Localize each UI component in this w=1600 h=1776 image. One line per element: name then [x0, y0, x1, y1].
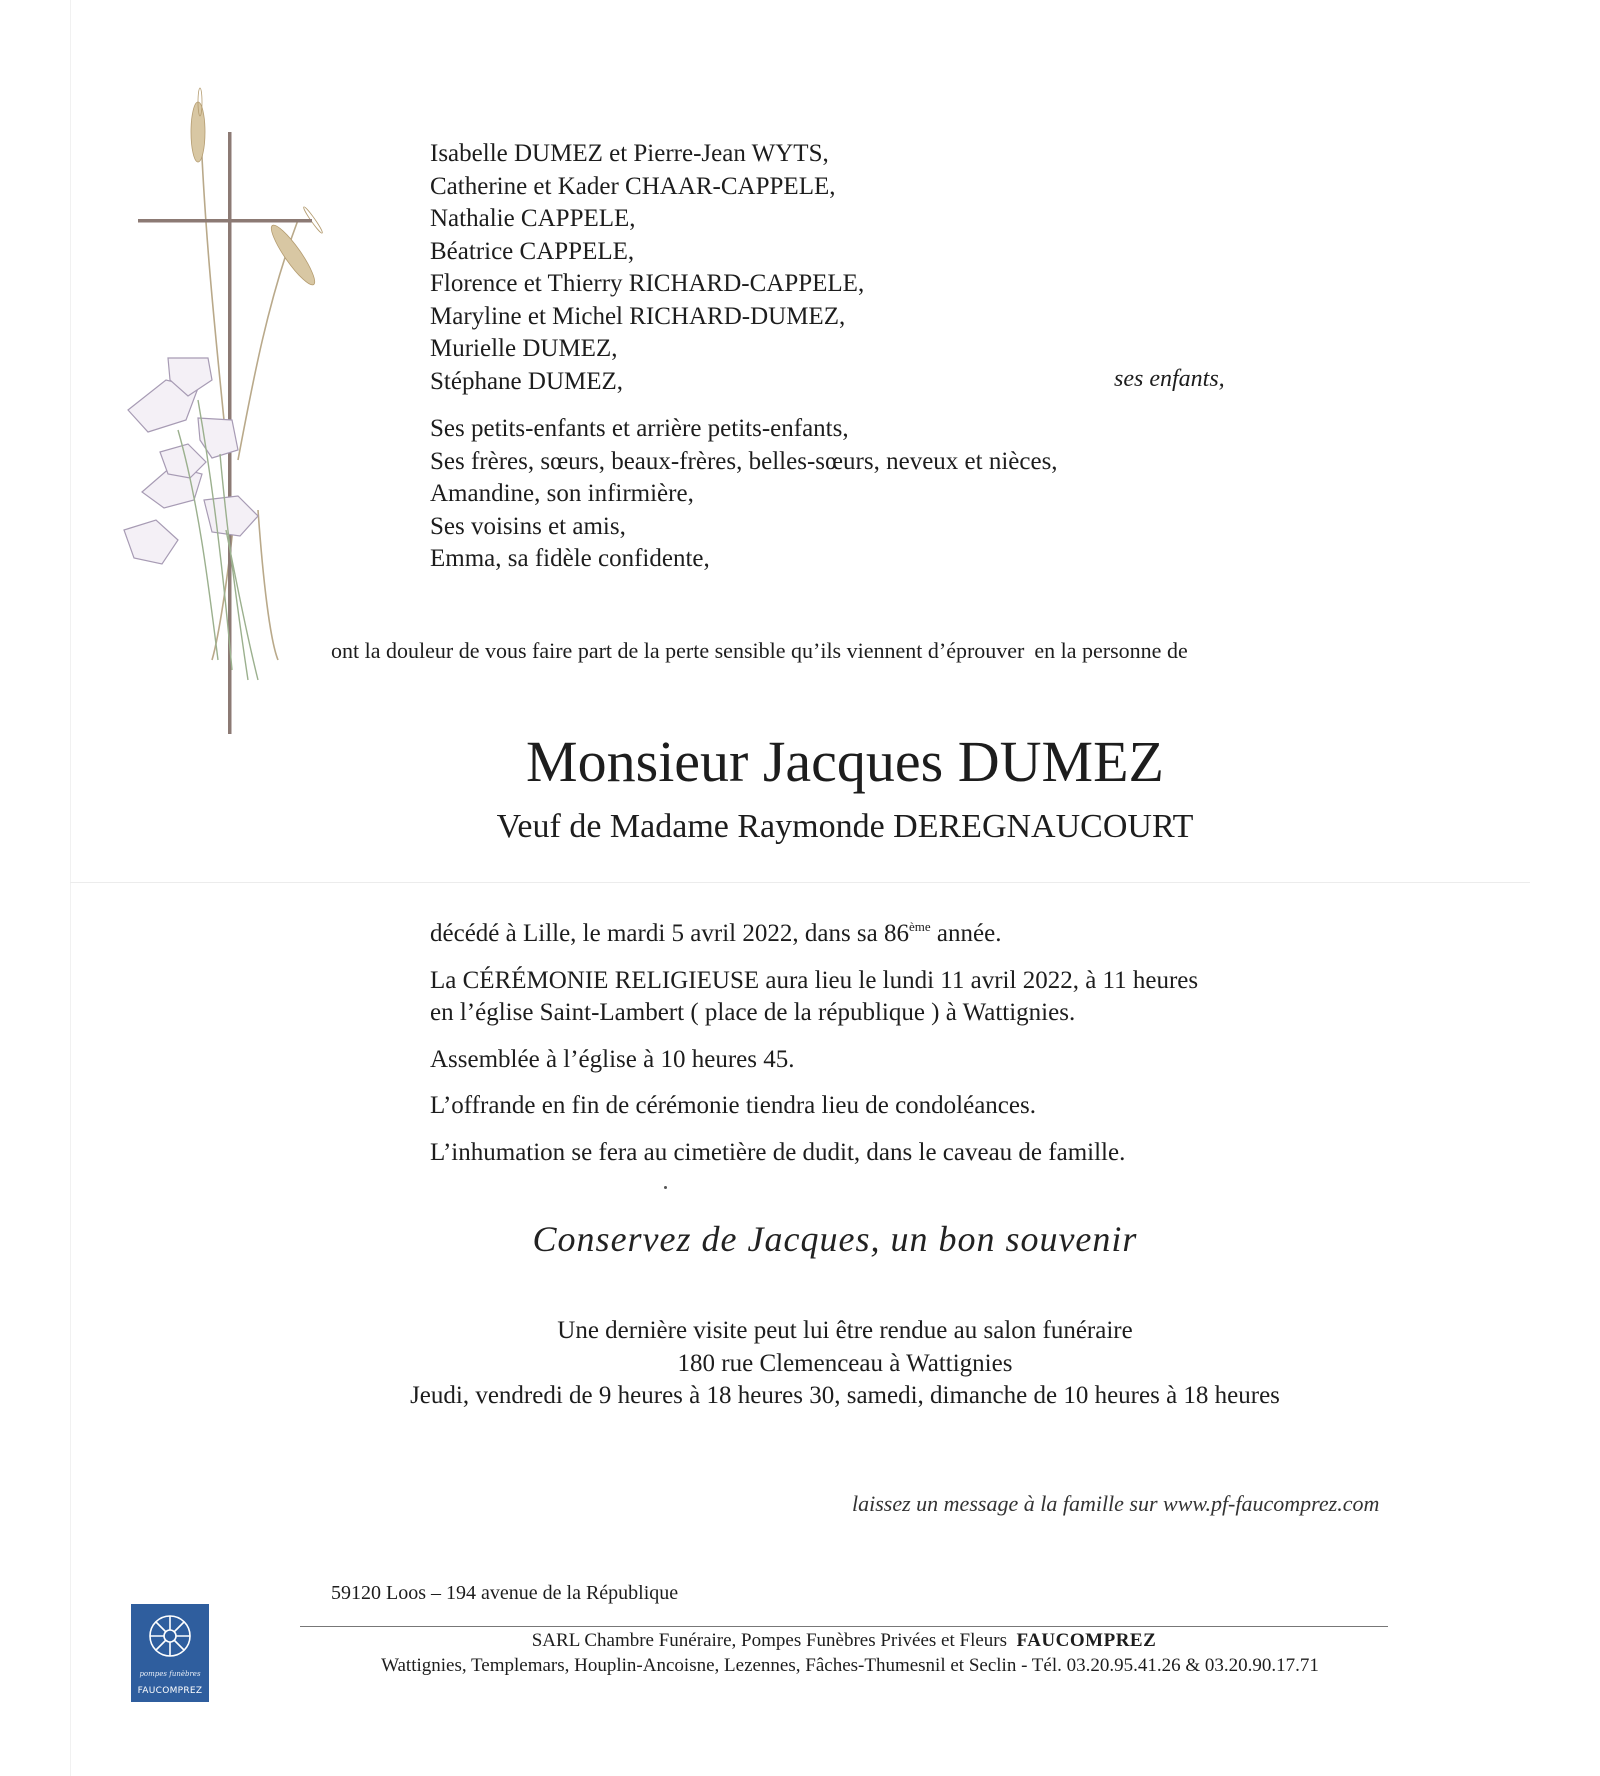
bellflowers-drawing — [124, 358, 258, 564]
relative-line: Ses petits-enfants et arrière petits-enfants, — [430, 415, 849, 442]
widow-of: Veuf de Madame Raymonde DEREGNAUCOURT — [496, 808, 1194, 845]
ceremony-info — [430, 965, 1198, 1030]
death-info — [430, 918, 1198, 951]
company-address: 59120 Loos – 194 avenue de la République — [331, 1582, 679, 1604]
visit-hours: Jeudi, vendredi de 9 heures à 18 heures 30, samedi, dimanche de 10 heures à 18 heures — [410, 1382, 1280, 1409]
announcement — [331, 638, 1188, 664]
relative-line: Ses voisins et amis, — [430, 512, 626, 540]
message-invite: laissez un message à la famille sur www.pf-faucomprez.com — [852, 1491, 1380, 1516]
relative-line: Ses frères, sœurs, beaux-frères, belles-sœurs, neveux et nièces, — [430, 447, 1058, 475]
death-text: décédé à Lille, le mardi 5 avril 2022, dans sa 86 — [430, 920, 910, 947]
child-name: Catherine et Kader CHAAR-CAPPELE, — [430, 172, 836, 200]
visit-line: Une dernière visite peut lui être rendue au salon funéraire — [557, 1317, 1133, 1344]
company-name: FAUCOMPREZ — [1016, 1630, 1157, 1651]
relative-line: Emma, sa fidèle confidente, — [430, 545, 710, 572]
visit-info — [0, 1315, 1600, 1413]
faucomprez-logo — [131, 1604, 209, 1702]
wheat-ears-drawing — [191, 88, 324, 289]
child-name: Stéphane DUMEZ, — [430, 367, 624, 395]
child-name: Béatrice CAPPELE, — [430, 237, 635, 265]
assembly-info: Assemblée à l’église à 10 heures 45. — [430, 1045, 795, 1073]
relative-line: Amandine, son infirmière, — [430, 480, 694, 507]
ordinal-suffix: ème — [909, 919, 931, 934]
visit-address: 180 rue Clemenceau à Wattignies — [677, 1349, 1013, 1377]
company-description: SARL Chambre Funéraire, Pompes Funèbres Privées et Fleurs — [531, 1630, 1008, 1651]
child-name: Maryline et Michel RICHARD-DUMEZ, — [430, 302, 846, 330]
children-label: ses enfants, — [1114, 366, 1225, 392]
child-name: Florence et Thierry RICHARD-CAPPELE, — [430, 270, 865, 297]
logo-name: FAUCOMPREZ — [137, 1686, 203, 1696]
death-text-end: année. — [930, 920, 1002, 947]
rosette-icon — [131, 1604, 209, 1670]
child-name: Isabelle DUMEZ et Pierre-Jean WYTS, — [430, 140, 829, 167]
footer-divider — [300, 1626, 1388, 1627]
memorial-phrase: Conservez de Jacques, un bon souvenir — [532, 1219, 1138, 1259]
ceremony-details — [430, 918, 1198, 1183]
ceremony-line: La CÉRÉMONIE RELIGIEUSE aura lieu le lundi 11 avril 2022, à 11 heures — [430, 966, 1199, 994]
announcement-text: ont la douleur de vous faire part de la perte sensible qu’ils viennent d’éprouver — [331, 638, 1025, 663]
company-line — [300, 1630, 1388, 1652]
deceased-name: Monsieur Jacques DUMEZ — [526, 729, 1164, 794]
company-locations-phone: Wattignies, Templemars, Houplin-Ancoisne, Lezennes, Fâches-Thumesnil et Seclin - Tél. 03.20.95.41.26 & 03.20.90.17.71 — [381, 1655, 1319, 1676]
announcement-tail: en la personne de — [1034, 638, 1188, 663]
wheat-stalks-drawing — [200, 110, 298, 660]
offering-info: L’offrande en fin de cérémonie tiendra lieu de condoléances. — [430, 1092, 1036, 1119]
child-name: Murielle DUMEZ, — [430, 335, 618, 362]
relatives-list — [430, 413, 1058, 576]
speck — [664, 1186, 667, 1189]
children-list — [430, 138, 864, 398]
ceremony-location: en l’église Saint-Lambert ( place de la république ) à Wattignies. — [430, 999, 1076, 1026]
page-edge — [70, 0, 71, 1776]
burial-info: L’inhumation se fera au cimetière de dudit, dans le caveau de famille. — [430, 1138, 1126, 1166]
child-name: Nathalie CAPPELE, — [430, 205, 636, 232]
fold-line — [70, 882, 1530, 883]
logo-tagline: pompes funèbres — [139, 1670, 201, 1678]
cross-with-flowers-illustration — [108, 80, 368, 740]
